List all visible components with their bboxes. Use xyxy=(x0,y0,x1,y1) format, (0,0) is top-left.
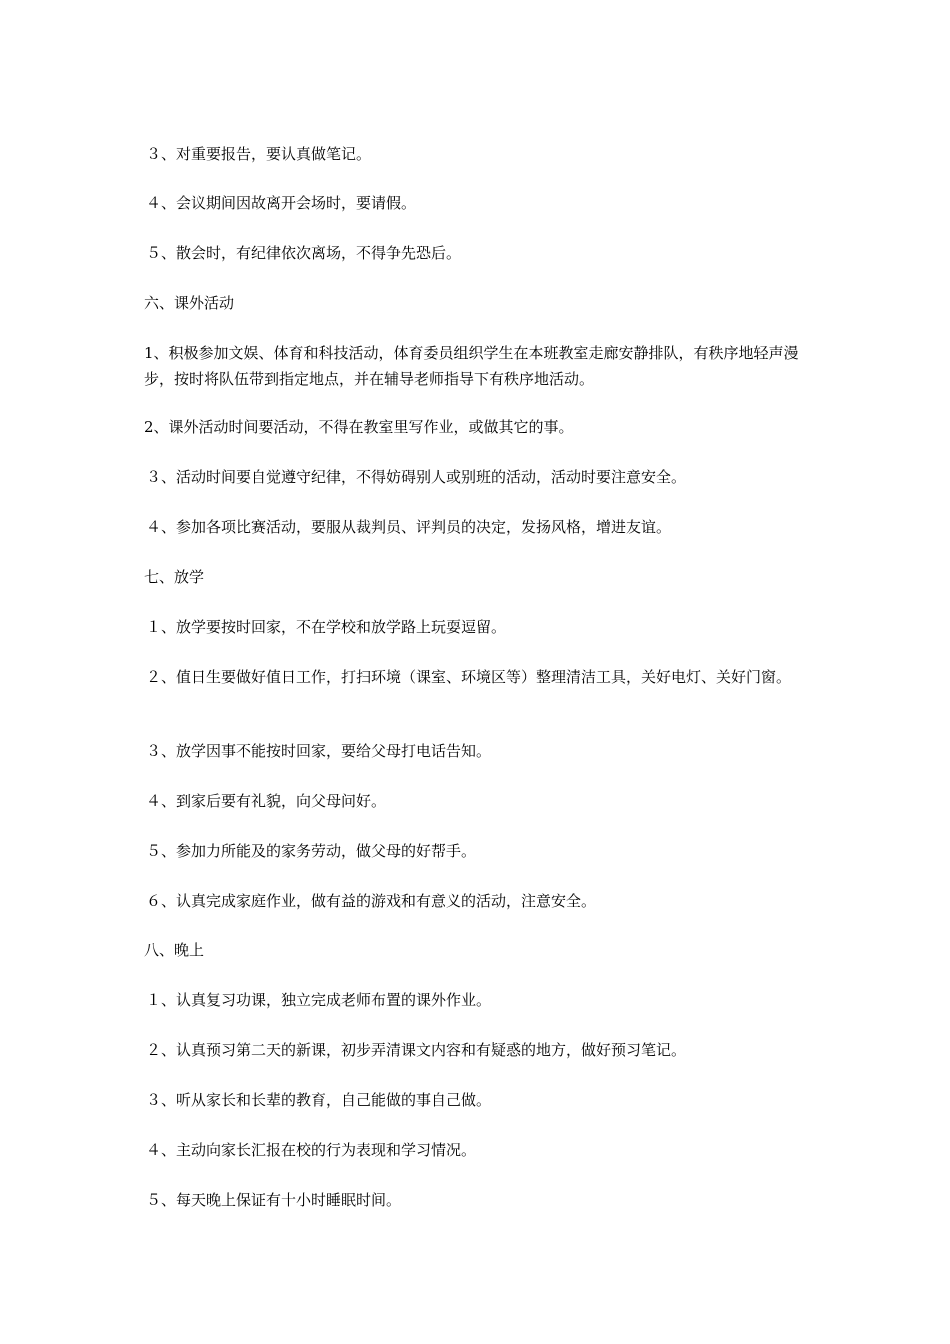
paragraph-item: 2、课外活动时间要活动，不得在教室里写作业，或做其它的事。 xyxy=(144,418,574,436)
paragraph-item: １、放学要按时回家，不在学校和放学路上玩耍逗留。 xyxy=(146,618,507,636)
paragraph-item: ４、主动向家长汇报在校的行为表现和学习情况。 xyxy=(146,1141,477,1159)
section-heading: 七、放学 xyxy=(144,568,205,586)
paragraph-item: ３、放学因事不能按时回家，要给父母打电话告知。 xyxy=(146,742,492,760)
paragraph-item: １、认真复习功课，独立完成老师布置的课外作业。 xyxy=(146,991,492,1009)
paragraph-item: 1、积极参加文娱、体育和科技活动，体育委员组织学生在本班教室走廊安静排队，有秩序地轻声漫步，按时将队伍带到指定地点，并在辅导老师指导下有秩序地活动。 xyxy=(144,344,799,388)
paragraph-item: ３、听从家长和长辈的教育，自己能做的事自己做。 xyxy=(146,1091,492,1109)
paragraph-item: ４、会议期间因故离开会场时，要请假。 xyxy=(146,194,417,212)
paragraph-item: ２、值日生要做好值日工作，打扫环境（课室、环境区等）整理清洁工具，关好电灯、关好门窗。 xyxy=(146,668,792,686)
paragraph-item: ３、对重要报告，要认真做笔记。 xyxy=(146,145,372,163)
paragraph-item: ５、散会时，有纪律依次离场，不得争先恐后。 xyxy=(146,244,462,262)
paragraph-item: ５、参加力所能及的家务劳动，做父母的好帮手。 xyxy=(146,842,477,860)
paragraph-item: ２、认真预习第二天的新课，初步弄清课文内容和有疑惑的地方，做好预习笔记。 xyxy=(146,1041,687,1059)
paragraph-item: ６、认真完成家庭作业，做有益的游戏和有意义的活动，注意安全。 xyxy=(146,892,597,910)
paragraph-item: ５、每天晚上保证有十小时睡眠时间。 xyxy=(146,1191,402,1209)
paragraph-item: ４、到家后要有礼貌，向父母问好。 xyxy=(146,792,387,810)
section-heading: 八、晚上 xyxy=(144,941,205,959)
section-heading: 六、课外活动 xyxy=(144,294,235,312)
paragraph-item: ３、活动时间要自觉遵守纪律，不得妨碍别人或别班的活动，活动时要注意安全。 xyxy=(146,468,687,486)
paragraph-item: ４、参加各项比赛活动，要服从裁判员、评判员的决定，发扬风格，增进友谊。 xyxy=(146,518,672,536)
